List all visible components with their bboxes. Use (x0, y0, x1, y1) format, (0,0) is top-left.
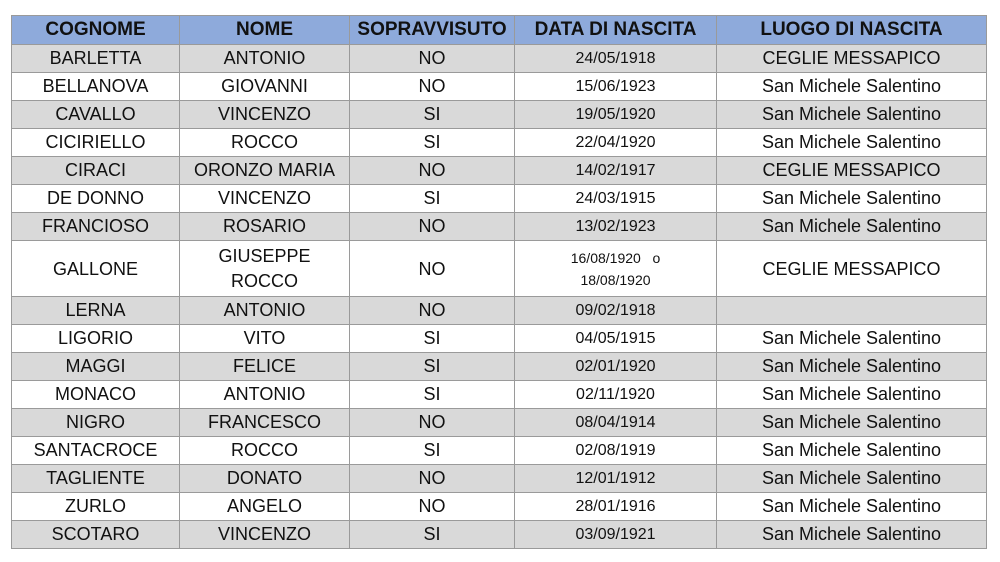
cell-sopravvisuto: SI (350, 521, 515, 549)
cell-nome: VINCENZO (180, 521, 350, 549)
column-header-cognome: COGNOME (12, 16, 180, 45)
cell-luogo-di-nascita: San Michele Salentino (717, 493, 987, 521)
table-row (12, 45, 987, 73)
cell-cognome: FRANCIOSO (12, 213, 180, 241)
data-table (11, 15, 987, 549)
cell-sopravvisuto: NO (350, 213, 515, 241)
cell-cognome: DE DONNO (12, 185, 180, 213)
cell-sopravvisuto: SI (350, 101, 515, 129)
cell-sopravvisuto: SI (350, 437, 515, 465)
cell-cognome: BARLETTA (12, 45, 180, 73)
cell-luogo-di-nascita (717, 297, 987, 325)
cell-data-di-nascita: 24/03/1915 (515, 185, 717, 213)
cell-nome: ANGELO (180, 493, 350, 521)
table-row (12, 73, 987, 101)
cell-data-di-nascita: 09/02/1918 (515, 297, 717, 325)
cell-cognome: LIGORIO (12, 325, 180, 353)
cell-nome: ROSARIO (180, 213, 350, 241)
cell-nome: GIOVANNI (180, 73, 350, 101)
table-row (12, 185, 987, 213)
cell-cognome: SANTACROCE (12, 437, 180, 465)
cell-cognome: ZURLO (12, 493, 180, 521)
cell-luogo-di-nascita: CEGLIE MESSAPICO (717, 45, 987, 73)
column-header-data-di-nascita: DATA DI NASCITA (515, 16, 717, 45)
cell-data-di-nascita: 02/01/1920 (515, 353, 717, 381)
cell-nome: VINCENZO (180, 185, 350, 213)
cell-nome: VINCENZO (180, 101, 350, 129)
cell-nome-line: ROCCO (231, 270, 298, 291)
cell-nome: DONATO (180, 465, 350, 493)
cell-luogo-di-nascita: San Michele Salentino (717, 185, 987, 213)
cell-cognome: CIRACI (12, 157, 180, 185)
cell-sopravvisuto: NO (350, 45, 515, 73)
cell-sopravvisuto: NO (350, 241, 515, 297)
cell-nome: ANTONIO (180, 45, 350, 73)
cell-luogo-di-nascita: San Michele Salentino (717, 381, 987, 409)
cell-data-di-nascita: 02/08/1919 (515, 437, 717, 465)
cell-luogo-di-nascita: CEGLIE MESSAPICO (717, 241, 987, 297)
cell-luogo-di-nascita: San Michele Salentino (717, 101, 987, 129)
column-header-sopravvisuto: SOPRAVVISUTO (350, 16, 515, 45)
cell-sopravvisuto: SI (350, 381, 515, 409)
data-table-container (11, 15, 987, 549)
table-header (12, 16, 987, 45)
cell-sopravvisuto: SI (350, 129, 515, 157)
cell-nome: ANTONIO (180, 297, 350, 325)
table-row (12, 521, 987, 549)
cell-cognome: CAVALLO (12, 101, 180, 129)
cell-luogo-di-nascita: San Michele Salentino (717, 521, 987, 549)
column-header-nome: NOME (180, 16, 350, 45)
table-row (12, 409, 987, 437)
cell-data-di-nascita: 19/05/1920 (515, 101, 717, 129)
table-row (12, 325, 987, 353)
cell-data-di-nascita: 13/02/1923 (515, 213, 717, 241)
cell-data-line: 18/08/1920 (580, 271, 651, 288)
cell-cognome: NIGRO (12, 409, 180, 437)
cell-sopravvisuto: NO (350, 73, 515, 101)
cell-nome: FELICE (180, 353, 350, 381)
cell-nome: ANTONIO (180, 381, 350, 409)
cell-data-di-nascita: 08/04/1914 (515, 409, 717, 437)
cell-nome: ORONZO MARIA (180, 157, 350, 185)
column-header-luogo-di-nascita: LUOGO DI NASCITA (717, 16, 987, 45)
table-row (12, 381, 987, 409)
cell-luogo-di-nascita: San Michele Salentino (717, 213, 987, 241)
cell-sopravvisuto: NO (350, 157, 515, 185)
cell-data-di-nascita: 02/11/1920 (515, 381, 717, 409)
cell-luogo-di-nascita: San Michele Salentino (717, 465, 987, 493)
table-row (12, 437, 987, 465)
cell-data-di-nascita: 28/01/1916 (515, 493, 717, 521)
cell-data-di-nascita: 03/09/1921 (515, 521, 717, 549)
table-row (12, 213, 987, 241)
cell-cognome: SCOTARO (12, 521, 180, 549)
cell-cognome: MAGGI (12, 353, 180, 381)
cell-sopravvisuto: SI (350, 353, 515, 381)
cell-sopravvisuto: SI (350, 325, 515, 353)
table-row (12, 493, 987, 521)
cell-sopravvisuto: SI (350, 185, 515, 213)
cell-data-di-nascita: 04/05/1915 (515, 325, 717, 353)
table-row (12, 297, 987, 325)
cell-data-di-nascita: 22/04/1920 (515, 129, 717, 157)
cell-data-line: 16/08/1920 o (570, 249, 661, 266)
table-body (12, 45, 987, 549)
cell-cognome: BELLANOVA (12, 73, 180, 101)
cell-luogo-di-nascita: San Michele Salentino (717, 129, 987, 157)
cell-sopravvisuto: NO (350, 493, 515, 521)
cell-luogo-di-nascita: San Michele Salentino (717, 73, 987, 101)
table-row (12, 129, 987, 157)
cell-sopravvisuto: NO (350, 465, 515, 493)
cell-cognome: CICIRIELLO (12, 129, 180, 157)
cell-luogo-di-nascita: San Michele Salentino (717, 325, 987, 353)
cell-luogo-di-nascita: CEGLIE MESSAPICO (717, 157, 987, 185)
cell-luogo-di-nascita: San Michele Salentino (717, 353, 987, 381)
cell-nome-line: GIUSEPPE (218, 245, 311, 266)
cell-luogo-di-nascita: San Michele Salentino (717, 409, 987, 437)
table-row (12, 353, 987, 381)
cell-data-di-nascita: 15/06/1923 (515, 73, 717, 101)
table-row (12, 157, 987, 185)
cell-sopravvisuto: NO (350, 297, 515, 325)
cell-cognome: LERNA (12, 297, 180, 325)
table-row (12, 101, 987, 129)
cell-luogo-di-nascita: San Michele Salentino (717, 437, 987, 465)
table-row (12, 241, 987, 297)
cell-data-di-nascita: 14/02/1917 (515, 157, 717, 185)
cell-sopravvisuto: NO (350, 409, 515, 437)
cell-data-di-nascita: 12/01/1912 (515, 465, 717, 493)
cell-nome: ROCCO (180, 437, 350, 465)
cell-cognome: MONACO (12, 381, 180, 409)
cell-nome: ROCCO (180, 129, 350, 157)
cell-cognome: TAGLIENTE (12, 465, 180, 493)
header-row (12, 16, 987, 45)
cell-data-di-nascita: 24/05/1918 (515, 45, 717, 73)
cell-data-di-nascita (515, 241, 717, 297)
cell-cognome: GALLONE (12, 241, 180, 297)
cell-nome (180, 241, 350, 297)
table-row (12, 465, 987, 493)
cell-nome: FRANCESCO (180, 409, 350, 437)
cell-nome: VITO (180, 325, 350, 353)
